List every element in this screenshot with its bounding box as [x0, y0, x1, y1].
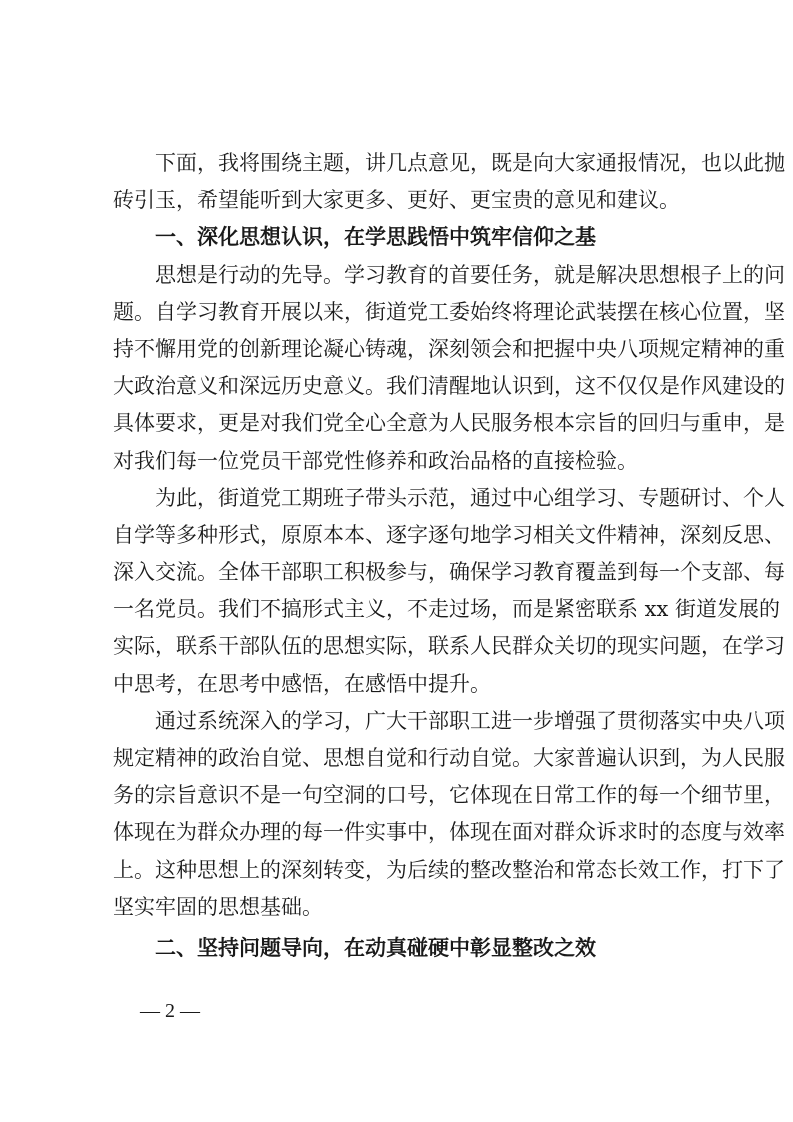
text-line: 深入交流。全体干部职工积极参与，确保学习教育覆盖到每一个支部、每 — [113, 560, 785, 585]
text-line: 自学等多种形式，原原本本、逐字逐句地学习相关文件精神，深刻反思、 — [113, 522, 785, 547]
text-line: 思想是行动的先导。学习教育的首要任务，就是解决思想根子上的问 — [155, 262, 785, 287]
page-number: — 2 — — [140, 1000, 200, 1022]
paragraph-1 — [113, 257, 785, 480]
paragraph-3 — [113, 703, 785, 926]
section-heading-1: 一、深化思想认识，在学思践悟中筑牢信仰之基 — [155, 225, 596, 250]
text-line: 持不懈用党的创新理论凝心铸魂，深刻领会和把握中央八项规定精神的重 — [113, 336, 785, 361]
text-line: 通过系统深入的学习，广大干部职工进一步增强了贯彻落实中央八项 — [155, 708, 785, 733]
text-line: 务的宗旨意识不是一句空洞的口号，它体现在日常工作的每一个细节里， — [113, 783, 785, 808]
document-body — [113, 145, 785, 967]
text-line: 体现在为群众办理的每一件实事中，体现在面对群众诉求时的态度与效率 — [113, 820, 785, 845]
text-line: 砖引玉，希望能听到大家更多、更好、更宝贵的意见和建议。 — [113, 188, 680, 213]
text-line: 题。自学习教育开展以来，街道党工委始终将理论武装摆在核心位置，坚 — [113, 299, 785, 324]
section-heading-2: 二、坚持问题导向，在动真碰硬中彰显整改之效 — [155, 935, 596, 960]
text-line: 中思考，在思考中感悟，在感悟中提升。 — [113, 671, 491, 696]
text-line: 一名党员。我们不搞形式主义，不走过场，而是紧密联系 xx 街道发展的 — [113, 597, 781, 622]
paragraph-2 — [113, 480, 785, 703]
text-line: 坚实牢固的思想基础。 — [113, 894, 323, 919]
text-line: 为此，街道党工期班子带头示范，通过中心组学习、专题研讨、个人 — [155, 485, 785, 510]
text-line: 规定精神的政治自觉、思想自觉和行动自觉。大家普遍认识到，为人民服 — [113, 746, 785, 770]
text-line: 具体要求，更是对我们党全心全意为人民服务根本宗旨的回归与重申，是 — [113, 411, 785, 436]
text-line: 下面，我将围绕主题，讲几点意见，既是向大家通报情况，也以此抛 — [155, 151, 785, 175]
text-line: 上。这种思想上的深刻转变，为后续的整改整治和常态长效工作，打下了 — [113, 857, 785, 882]
text-line: 实际，联系干部队伍的思想实际，联系人民群众关切的现实问题，在学习 — [113, 634, 785, 659]
text-line: 对我们每一位党员干部党性修养和政治品格的直接检验。 — [113, 448, 638, 473]
text-line: 大政治意义和深远历史意义。我们清醒地认识到，这不仅仅是作风建设的 — [113, 374, 785, 399]
paragraph-intro — [113, 145, 785, 219]
